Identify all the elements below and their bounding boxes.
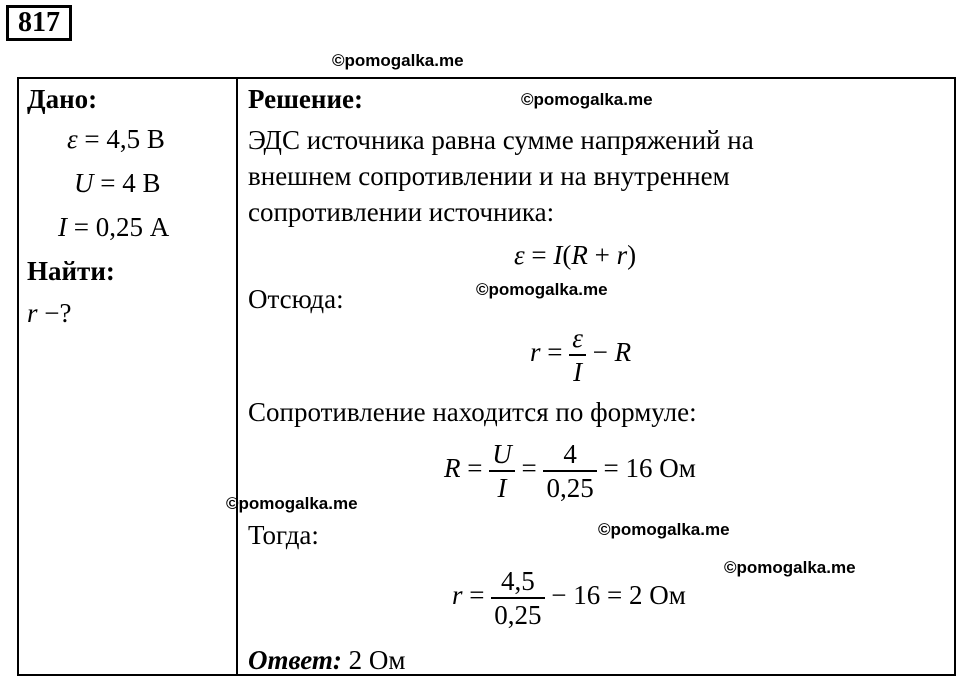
fraction: $\frac{4,5}{0,25}$ — [491, 565, 544, 631]
formula-emf: ε = I(R + r) — [514, 240, 637, 270]
fraction: $\frac{4}{0,25}$ — [543, 438, 596, 504]
given-voltage: U = 4 В — [74, 168, 161, 198]
hence-label: Отсюда: — [248, 284, 344, 314]
formula-internal-resistance: r = $\frac{\varepsilon}{I}$ − R — [530, 323, 632, 387]
column-divider — [236, 77, 238, 676]
watermark: ©pomogalka.me — [332, 51, 464, 70]
find-unknown: r −? — [27, 298, 72, 328]
watermark: ©pomogalka.me — [521, 90, 653, 109]
watermark: ©pomogalka.me — [598, 520, 730, 539]
answer — [248, 645, 405, 676]
then-label: Тогда: — [248, 520, 319, 550]
given-current: I = 0,25 А — [58, 212, 170, 242]
given-emf: ε = 4,5 В — [67, 124, 165, 154]
solution-header: Решение: — [248, 84, 363, 114]
find-header: Найти: — [27, 256, 115, 286]
solution-text-line: ЭДС источника равна сумме напряжений на — [248, 125, 754, 155]
formula-external-resistance: R = $\frac{U}{I}$ = $\frac{4}{0,25}$ = 16 Ом — [444, 439, 696, 503]
answer-label: Ответ: — [248, 645, 342, 675]
fraction: $\frac{U}{I}$ — [489, 438, 515, 504]
problem-number: 817 — [6, 5, 72, 41]
watermark: ©pomogalka.me — [476, 280, 608, 299]
fraction: $\frac{\varepsilon}{I}$ — [569, 322, 586, 388]
given-header: Дано: — [27, 84, 98, 114]
watermark: ©pomogalka.me — [724, 558, 856, 577]
answer-value: 2 Ом — [341, 645, 406, 675]
watermark: ©pomogalka.me — [226, 494, 358, 513]
formula-result: r = $\frac{4,5}{0,25}$ − 16 = 2 Ом — [452, 566, 686, 630]
resistance-text: Сопротивление находится по формуле: — [248, 397, 697, 427]
solution-text-line: внешнем сопротивлении и на внутреннем — [248, 161, 730, 191]
solution-text-line: сопротивлении источника: — [248, 197, 555, 227]
